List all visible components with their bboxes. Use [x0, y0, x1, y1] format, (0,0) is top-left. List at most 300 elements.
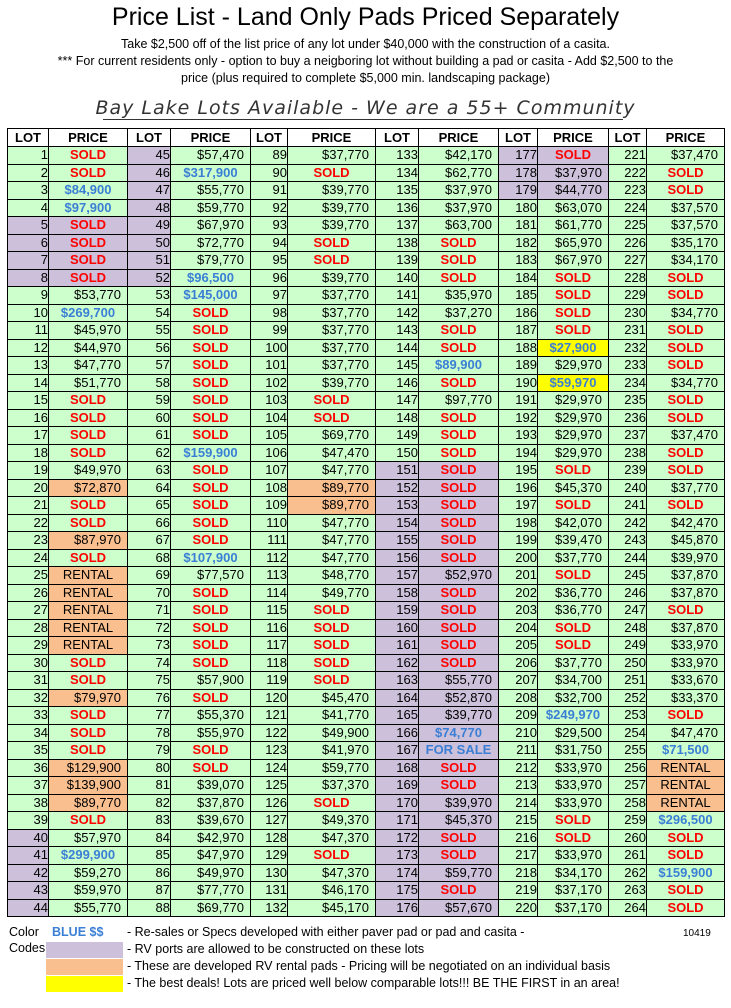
lot-price: $37,770 — [288, 357, 376, 375]
lot-number: 23 — [8, 532, 49, 550]
lot-price: SOLD — [171, 462, 251, 480]
lot-price: SOLD — [171, 619, 251, 637]
lot-number: 35 — [8, 742, 49, 760]
lot-number: 229 — [609, 287, 647, 305]
lot-price: $62,770 — [419, 164, 499, 182]
lot-number: 119 — [251, 672, 288, 690]
lot-number: 20 — [8, 479, 49, 497]
subtitle: Bay Lake Lots Available - We are a 55+ Community — [95, 97, 636, 119]
lot-price: SOLD — [419, 637, 499, 655]
lot-price: SOLD — [419, 549, 499, 567]
lot-price: $129,900 — [49, 759, 128, 777]
lot-price: SOLD — [647, 339, 725, 357]
lot-price: $35,170 — [647, 234, 725, 252]
lot-number: 220 — [499, 899, 538, 917]
lot-price: SOLD — [171, 339, 251, 357]
lot-price: $159,900 — [171, 444, 251, 462]
lot-number: 159 — [376, 602, 419, 620]
lot-price: $39,770 — [288, 217, 376, 235]
lot-number: 236 — [609, 409, 647, 427]
lot-price: SOLD — [288, 164, 376, 182]
lot-price: $45,170 — [288, 899, 376, 917]
lot-number: 190 — [499, 374, 538, 392]
lot-price: $47,770 — [288, 532, 376, 550]
lot-price: $45,370 — [538, 479, 609, 497]
lot-price: $57,470 — [171, 147, 251, 165]
lot-number: 207 — [499, 672, 538, 690]
lot-price: $36,770 — [538, 584, 609, 602]
lot-price: $33,970 — [538, 794, 609, 812]
lot-price: $37,770 — [288, 322, 376, 340]
lot-price: SOLD — [419, 654, 499, 672]
lot-number: 257 — [609, 777, 647, 795]
lot-price: RENTAL — [49, 602, 128, 620]
lot-price: $49,370 — [288, 812, 376, 830]
lot-price: SOLD — [171, 374, 251, 392]
lot-price: SOLD — [647, 829, 725, 847]
lot-number: 260 — [609, 829, 647, 847]
lot-number: 170 — [376, 794, 419, 812]
lot-number: 185 — [499, 287, 538, 305]
lot-price: $59,970 — [538, 374, 609, 392]
lot-price: $47,470 — [647, 724, 725, 742]
lot-price: $89,900 — [419, 357, 499, 375]
table-row — [8, 462, 725, 480]
lot-number: 120 — [251, 689, 288, 707]
table-row — [8, 339, 725, 357]
lot-price: SOLD — [419, 497, 499, 515]
lot-number: 89 — [251, 147, 288, 165]
lot-number: 3 — [8, 182, 49, 200]
legend-yellow-desc: - The best deals! Lots are priced well below comparable lots!!! BE THE FIRST in an area! — [127, 976, 620, 990]
table-row — [8, 847, 725, 865]
lot-number: 192 — [499, 409, 538, 427]
lot-number: 238 — [609, 444, 647, 462]
lot-number: 134 — [376, 164, 419, 182]
lot-number: 101 — [251, 357, 288, 375]
lot-price: $37,770 — [288, 287, 376, 305]
lot-number: 27 — [8, 602, 49, 620]
lot-price: $42,970 — [171, 829, 251, 847]
lot-price: SOLD — [288, 252, 376, 270]
lot-number: 10 — [8, 304, 49, 322]
lot-price: SOLD — [49, 269, 128, 287]
lot-number: 16 — [8, 409, 49, 427]
lot-number: 202 — [499, 584, 538, 602]
lot-price: SOLD — [538, 147, 609, 165]
table-row — [8, 829, 725, 847]
table-row — [8, 864, 725, 882]
lot-price: $47,770 — [288, 549, 376, 567]
table-row — [8, 409, 725, 427]
lot-number: 9 — [8, 287, 49, 305]
lot-price: SOLD — [419, 252, 499, 270]
lot-number: 41 — [8, 847, 49, 865]
lot-price: SOLD — [419, 882, 499, 900]
lot-price: $89,770 — [49, 794, 128, 812]
lot-number: 206 — [499, 654, 538, 672]
lot-price: $159,900 — [647, 864, 725, 882]
lot-number: 18 — [8, 444, 49, 462]
table-row — [8, 444, 725, 462]
header-price: PRICE — [171, 129, 251, 147]
lot-number: 84 — [128, 829, 171, 847]
table-row — [8, 392, 725, 410]
lot-price: FOR SALE — [419, 742, 499, 760]
lot-number: 262 — [609, 864, 647, 882]
lot-price: $47,770 — [288, 462, 376, 480]
lot-price: $55,970 — [171, 724, 251, 742]
lot-price: RENTAL — [647, 794, 725, 812]
lot-price: $55,770 — [171, 182, 251, 200]
resident-note: *** For current residents only - option to buy a neigboring lot without building a pad or casita - Add $2,500 to the — [57, 54, 674, 68]
lot-price: $33,970 — [538, 847, 609, 865]
header-price: PRICE — [419, 129, 499, 147]
header-lot: LOT — [499, 129, 538, 147]
lot-number: 60 — [128, 409, 171, 427]
lot-price: $63,700 — [419, 217, 499, 235]
lot-number: 182 — [499, 234, 538, 252]
lot-number: 246 — [609, 584, 647, 602]
lot-price: RENTAL — [647, 759, 725, 777]
lot-price: SOLD — [538, 462, 609, 480]
table-row — [8, 637, 725, 655]
doc-number: 10419 — [683, 928, 711, 939]
lot-price: SOLD — [647, 444, 725, 462]
lot-price: $47,970 — [171, 847, 251, 865]
table-row — [8, 514, 725, 532]
lot-price: $37,370 — [288, 777, 376, 795]
lot-price: $57,900 — [171, 672, 251, 690]
lot-number: 110 — [251, 514, 288, 532]
lot-number: 218 — [499, 864, 538, 882]
subtitle-underline — [103, 119, 623, 120]
lot-price: $34,770 — [647, 304, 725, 322]
lot-number: 68 — [128, 549, 171, 567]
lot-number: 99 — [251, 322, 288, 340]
lot-price: SOLD — [419, 829, 499, 847]
lot-number: 250 — [609, 654, 647, 672]
table-row — [8, 724, 725, 742]
lot-number: 214 — [499, 794, 538, 812]
lot-price: $47,370 — [288, 829, 376, 847]
lot-number: 169 — [376, 777, 419, 795]
lot-number: 95 — [251, 252, 288, 270]
lot-number: 107 — [251, 462, 288, 480]
lot-number: 82 — [128, 794, 171, 812]
lot-number: 55 — [128, 322, 171, 340]
lot-price: SOLD — [419, 602, 499, 620]
lot-number: 73 — [128, 637, 171, 655]
lot-number: 223 — [609, 182, 647, 200]
lot-number: 96 — [251, 269, 288, 287]
lot-price: SOLD — [49, 514, 128, 532]
lot-price: SOLD — [419, 619, 499, 637]
lot-number: 164 — [376, 689, 419, 707]
header-price: PRICE — [49, 129, 128, 147]
lot-number: 61 — [128, 427, 171, 445]
lot-price: SOLD — [538, 497, 609, 515]
lot-price: $37,870 — [647, 584, 725, 602]
lot-price: SOLD — [647, 392, 725, 410]
lot-number: 127 — [251, 812, 288, 830]
lot-number: 165 — [376, 707, 419, 725]
table-row — [8, 199, 725, 217]
lot-number: 28 — [8, 619, 49, 637]
lot-number: 212 — [499, 759, 538, 777]
lot-number: 153 — [376, 497, 419, 515]
lot-price: $44,970 — [49, 339, 128, 357]
header-lot: LOT — [8, 129, 49, 147]
lot-price: $77,570 — [171, 567, 251, 585]
lot-number: 197 — [499, 497, 538, 515]
lot-number: 225 — [609, 217, 647, 235]
lot-price: SOLD — [419, 759, 499, 777]
lot-number: 210 — [499, 724, 538, 742]
lot-number: 51 — [128, 252, 171, 270]
lot-number: 187 — [499, 322, 538, 340]
lot-number: 30 — [8, 654, 49, 672]
lot-price: $89,770 — [288, 497, 376, 515]
lot-price: SOLD — [419, 339, 499, 357]
lot-price: SOLD — [49, 164, 128, 182]
lot-price: $59,770 — [288, 759, 376, 777]
lot-price: SOLD — [538, 829, 609, 847]
lot-price: $139,900 — [49, 777, 128, 795]
lot-number: 129 — [251, 847, 288, 865]
lot-price: $34,170 — [538, 864, 609, 882]
lot-number: 253 — [609, 707, 647, 725]
lot-number: 217 — [499, 847, 538, 865]
lot-price: $29,970 — [538, 357, 609, 375]
lot-price: SOLD — [647, 357, 725, 375]
lot-price: $37,170 — [538, 882, 609, 900]
lot-price: $72,770 — [171, 234, 251, 252]
lot-price: $37,870 — [647, 619, 725, 637]
lot-number: 177 — [499, 147, 538, 165]
table-row — [8, 182, 725, 200]
lot-price: SOLD — [171, 357, 251, 375]
lot-number: 75 — [128, 672, 171, 690]
lot-price: SOLD — [647, 287, 725, 305]
table-row — [8, 654, 725, 672]
lot-number: 88 — [128, 899, 171, 917]
lot-number: 158 — [376, 584, 419, 602]
table-row — [8, 899, 725, 917]
lot-price: SOLD — [538, 287, 609, 305]
lot-price: SOLD — [419, 427, 499, 445]
table-row — [8, 252, 725, 270]
lot-price: $59,770 — [419, 864, 499, 882]
lot-number: 34 — [8, 724, 49, 742]
lot-number: 252 — [609, 689, 647, 707]
lot-number: 222 — [609, 164, 647, 182]
lot-number: 2 — [8, 164, 49, 182]
lot-number: 7 — [8, 252, 49, 270]
lot-price: $49,900 — [288, 724, 376, 742]
lot-price: $39,770 — [288, 374, 376, 392]
lot-price: $39,770 — [288, 199, 376, 217]
table-row — [8, 234, 725, 252]
lot-price: SOLD — [49, 724, 128, 742]
lot-number: 83 — [128, 812, 171, 830]
lot-price: SOLD — [171, 514, 251, 532]
lot-number: 87 — [128, 882, 171, 900]
lot-price: SOLD — [171, 689, 251, 707]
lot-price: $45,970 — [49, 322, 128, 340]
lot-price: SOLD — [419, 847, 499, 865]
table-row — [8, 269, 725, 287]
lot-price: $39,970 — [647, 549, 725, 567]
lot-number: 151 — [376, 462, 419, 480]
table-row — [8, 689, 725, 707]
lot-number: 139 — [376, 252, 419, 270]
lot-number: 85 — [128, 847, 171, 865]
lot-number: 211 — [499, 742, 538, 760]
lot-price: SOLD — [288, 654, 376, 672]
lot-price: $37,770 — [647, 479, 725, 497]
lot-number: 103 — [251, 392, 288, 410]
lot-price: SOLD — [647, 269, 725, 287]
lot-number: 39 — [8, 812, 49, 830]
lot-price: $67,970 — [171, 217, 251, 235]
lot-price: SOLD — [647, 602, 725, 620]
lot-number: 130 — [251, 864, 288, 882]
lot-number: 180 — [499, 199, 538, 217]
lot-number: 195 — [499, 462, 538, 480]
lot-number: 194 — [499, 444, 538, 462]
lot-price: SOLD — [647, 497, 725, 515]
lot-number: 4 — [8, 199, 49, 217]
lot-number: 226 — [609, 234, 647, 252]
lot-price: $37,270 — [419, 304, 499, 322]
lot-price: $49,770 — [288, 584, 376, 602]
lot-number: 156 — [376, 549, 419, 567]
lot-number: 122 — [251, 724, 288, 742]
lot-price: $37,470 — [647, 427, 725, 445]
resident-note-continued: price (plus required to complete $5,000 min. landscaping package) — [181, 71, 550, 85]
table-header — [8, 129, 725, 147]
lot-price: $39,770 — [419, 707, 499, 725]
lot-price: SOLD — [171, 584, 251, 602]
header-price: PRICE — [288, 129, 376, 147]
lot-number: 264 — [609, 899, 647, 917]
lot-number: 198 — [499, 514, 538, 532]
lot-price: SOLD — [171, 654, 251, 672]
lot-price: $37,770 — [288, 304, 376, 322]
lot-price: $37,170 — [538, 899, 609, 917]
lot-price: SOLD — [49, 252, 128, 270]
lot-number: 233 — [609, 357, 647, 375]
lot-price: SOLD — [288, 602, 376, 620]
table-row — [8, 794, 725, 812]
lot-price: SOLD — [647, 707, 725, 725]
lot-number: 104 — [251, 409, 288, 427]
lot-number: 150 — [376, 444, 419, 462]
lot-number: 201 — [499, 567, 538, 585]
lot-price: SOLD — [171, 742, 251, 760]
legend-color-label: Color — [9, 925, 39, 939]
lot-price: $37,570 — [647, 199, 725, 217]
lot-price: SOLD — [538, 619, 609, 637]
lot-price: $34,170 — [647, 252, 725, 270]
lot-number: 43 — [8, 882, 49, 900]
lot-number: 21 — [8, 497, 49, 515]
lot-price: SOLD — [171, 427, 251, 445]
lot-number: 24 — [8, 549, 49, 567]
lot-price: SOLD — [538, 567, 609, 585]
lot-number: 191 — [499, 392, 538, 410]
lot-number: 132 — [251, 899, 288, 917]
lot-price: SOLD — [647, 847, 725, 865]
lot-number: 31 — [8, 672, 49, 690]
lot-number: 196 — [499, 479, 538, 497]
lot-price: $57,970 — [49, 829, 128, 847]
lot-number: 37 — [8, 777, 49, 795]
lot-price: SOLD — [49, 707, 128, 725]
lot-number: 176 — [376, 899, 419, 917]
table-row — [8, 567, 725, 585]
lot-price: SOLD — [171, 304, 251, 322]
lot-number: 200 — [499, 549, 538, 567]
lot-number: 71 — [128, 602, 171, 620]
legend-purple-desc: - RV ports are allowed to be constructed on these lots — [127, 942, 425, 956]
lot-price: $37,970 — [538, 164, 609, 182]
lot-number: 32 — [8, 689, 49, 707]
lot-number: 53 — [128, 287, 171, 305]
lot-price: SOLD — [419, 462, 499, 480]
lot-number: 62 — [128, 444, 171, 462]
lot-number: 227 — [609, 252, 647, 270]
lot-number: 161 — [376, 637, 419, 655]
lot-number: 47 — [128, 182, 171, 200]
lot-number: 118 — [251, 654, 288, 672]
lot-price: SOLD — [49, 812, 128, 830]
table-row — [8, 374, 725, 392]
table-row — [8, 147, 725, 165]
lot-number: 92 — [251, 199, 288, 217]
table-row — [8, 742, 725, 760]
lot-number: 19 — [8, 462, 49, 480]
lot-number: 25 — [8, 567, 49, 585]
lot-number: 228 — [609, 269, 647, 287]
table-row — [8, 584, 725, 602]
lot-number: 215 — [499, 812, 538, 830]
lot-price: $69,770 — [288, 427, 376, 445]
lot-number: 29 — [8, 637, 49, 655]
lot-price: SOLD — [419, 584, 499, 602]
lot-number: 237 — [609, 427, 647, 445]
lot-number: 14 — [8, 374, 49, 392]
lot-number: 140 — [376, 269, 419, 287]
lot-price: $37,970 — [419, 182, 499, 200]
lot-price: $59,970 — [49, 882, 128, 900]
lot-number: 52 — [128, 269, 171, 287]
lot-price: $37,570 — [647, 217, 725, 235]
lot-number: 261 — [609, 847, 647, 865]
lot-price: $46,170 — [288, 882, 376, 900]
lot-price: $39,770 — [288, 182, 376, 200]
lot-number: 112 — [251, 549, 288, 567]
lot-price: $39,970 — [419, 794, 499, 812]
lot-price: SOLD — [171, 322, 251, 340]
table-row — [8, 882, 725, 900]
lot-price: $89,770 — [288, 479, 376, 497]
header-lot: LOT — [128, 129, 171, 147]
lot-number: 108 — [251, 479, 288, 497]
lot-number: 8 — [8, 269, 49, 287]
table-row — [8, 707, 725, 725]
